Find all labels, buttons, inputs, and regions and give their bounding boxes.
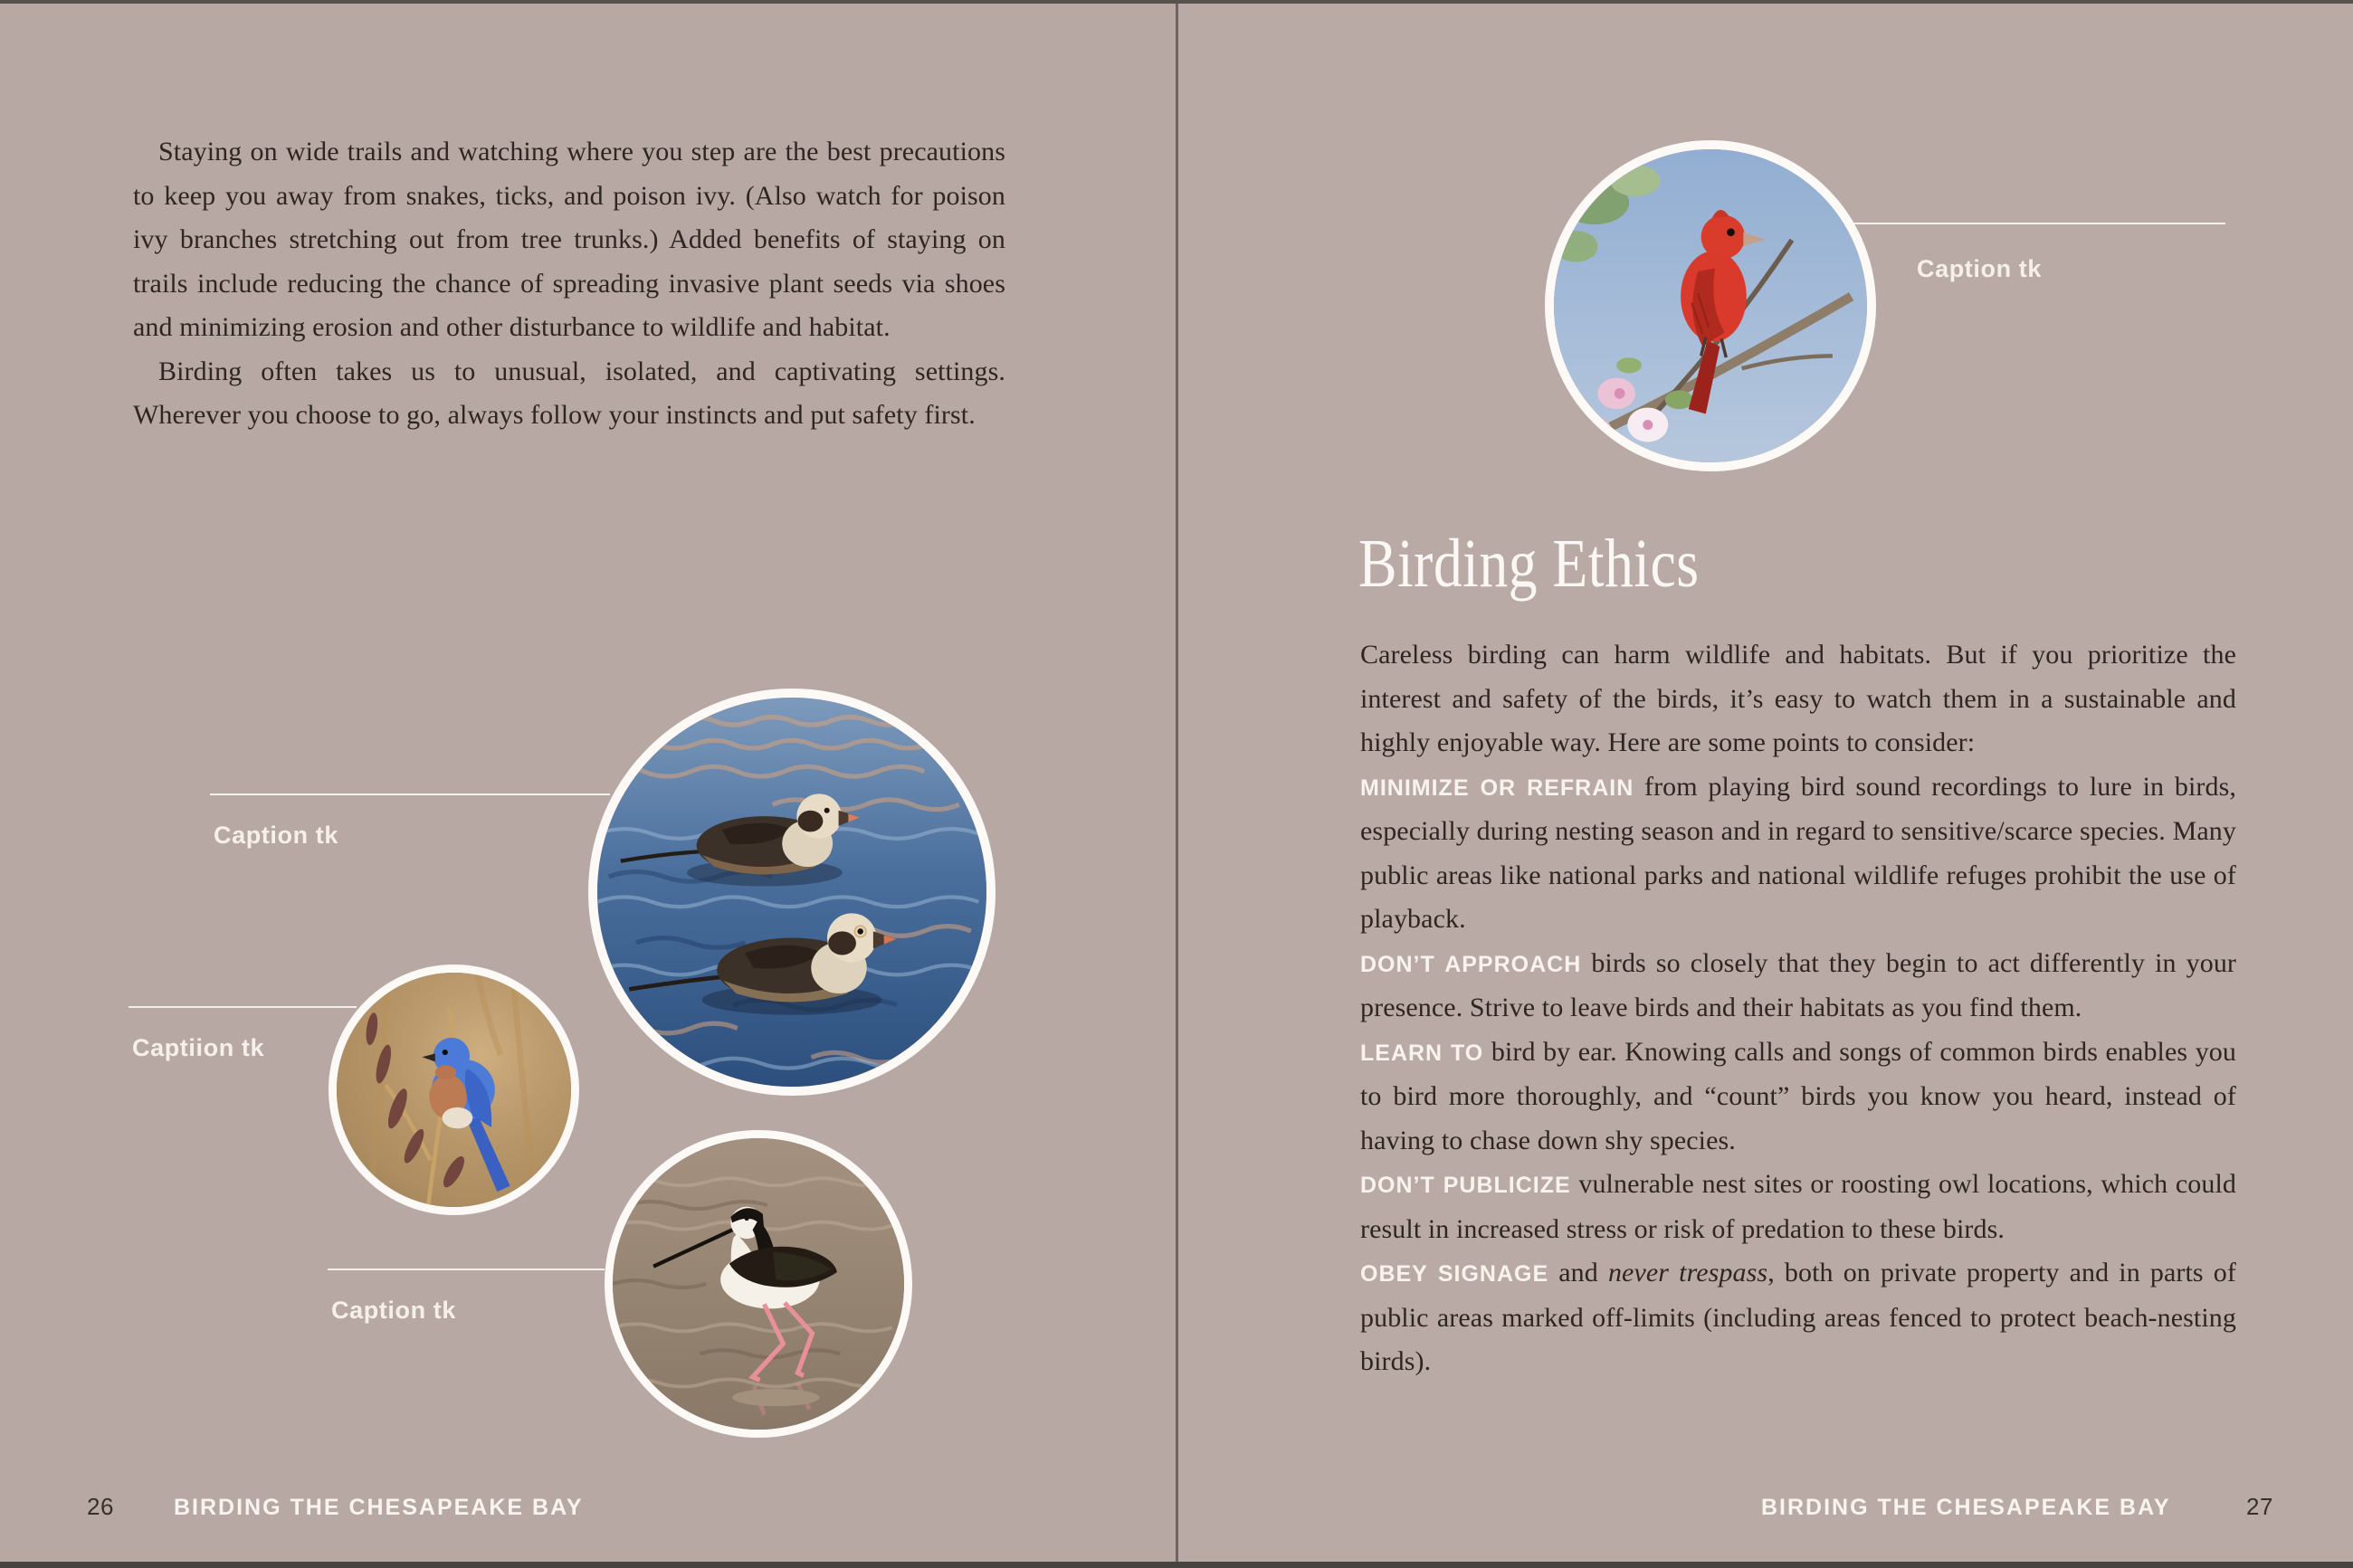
ethics-text: and [1558,1258,1598,1288]
page-bottom-edge [0,1562,2353,1568]
black-necked-stilt-illustration [613,1138,904,1430]
ethics-text-italic: never trespass [1607,1258,1768,1288]
page-number-right: 27 [2246,1493,2273,1520]
ethics-text: , both on private property and in parts of public areas marked off-limits (including areas fenced to protect beach-nesting birds). [1360,1258,2236,1376]
long-tailed-ducks-illustration [597,698,986,1087]
caption-rule-stilt [328,1269,605,1270]
summer-tanager-illustration [1554,149,1867,462]
caption-ducks: Caption tk [214,822,338,849]
running-footer-left: BIRDING THE CHESAPEAKE BAY [174,1495,584,1520]
caption-rule-ducks [210,794,610,795]
left-body-text [133,130,1005,438]
caption-stilt: Caption tk [331,1297,456,1324]
long-tailed-ducks-photo [588,689,996,1096]
running-footer-right: BIRDING THE CHESAPEAKE BAY [1761,1495,2171,1520]
ethics-text: bird by ear. Knowing calls and songs of common birds enables you to bird more thoroughly, and “count” birds you know you heard, instead of having to chase down shy species. [1360,1036,2236,1155]
page-top-edge [0,0,2353,4]
ethics-point-dont-approach [1360,942,2236,1031]
ethics-lead: LEARN TO [1360,1040,1484,1066]
ethics-text: birds so closely that they begin to act differently in your presence. Strive to leave birds and their habitats as you find them. [1360,947,2237,1022]
ethics-text: from playing bird sound recordings to lure in birds, especially during nesting season and in regard to sensitive/scarce species. Many public areas like national parks and national wildlife refuges prohibit the use of playback. [1360,771,2236,934]
ethics-lead: DON’T PUBLICIZE [1360,1173,1571,1198]
ethics-point-learn-to [1360,1031,2236,1164]
section-heading: Birding Ethics [1358,526,1700,602]
page-number-left: 26 [87,1493,114,1520]
right-body-text [1360,633,2236,1384]
eastern-bluebird-illustration [337,973,571,1207]
black-necked-stilt-photo [605,1130,912,1438]
ethics-text: vulnerable nest sites or roosting owl locations, which could result in increased stress or risk of predation to these birds. [1360,1169,2236,1244]
caption-rule-tanager [1853,223,2225,224]
ethics-point-obey-signage [1360,1251,2236,1384]
ethics-lead: OBEY SIGNAGE [1360,1261,1549,1287]
intro-paragraph: Careless birding can harm wildlife and habitats. But if you prioritize the interest and safety of the birds, it’s easy to watch them in a sustainable and highly enjoyable way. Here are some points to consider: [1360,640,2236,757]
book-spine-divider [1176,0,1178,1568]
ethics-lead: MINIMIZE OR REFRAIN [1360,774,1634,801]
ethics-point-minimize [1360,765,2236,942]
summer-tanager-photo [1545,140,1876,471]
ethics-lead: DON’T APPROACH [1360,951,1582,977]
body-paragraph: Staying on wide trails and watching where you step are the best precautions to keep you away from snakes, ticks, and poison ivy. (Also watch for poison ivy branches stretching out from tree trunks.) Added benefits of staying on trails include reducing the chance of spreading invasive plant seeds via shoes and minimizing erosion and other disturbance to wildlife and habitat. [133,137,1005,342]
caption-tanager: Caption tk [1917,255,2042,282]
body-paragraph: Birding often takes us to unusual, isolated, and captivating settings. Wherever you choose to go, always follow your instincts and put safety first. [133,356,1005,430]
caption-bluebird: Captiion tk [132,1034,265,1061]
eastern-bluebird-photo [329,965,579,1215]
caption-rule-bluebird [129,1006,357,1008]
ethics-point-dont-publicize [1360,1163,2236,1251]
